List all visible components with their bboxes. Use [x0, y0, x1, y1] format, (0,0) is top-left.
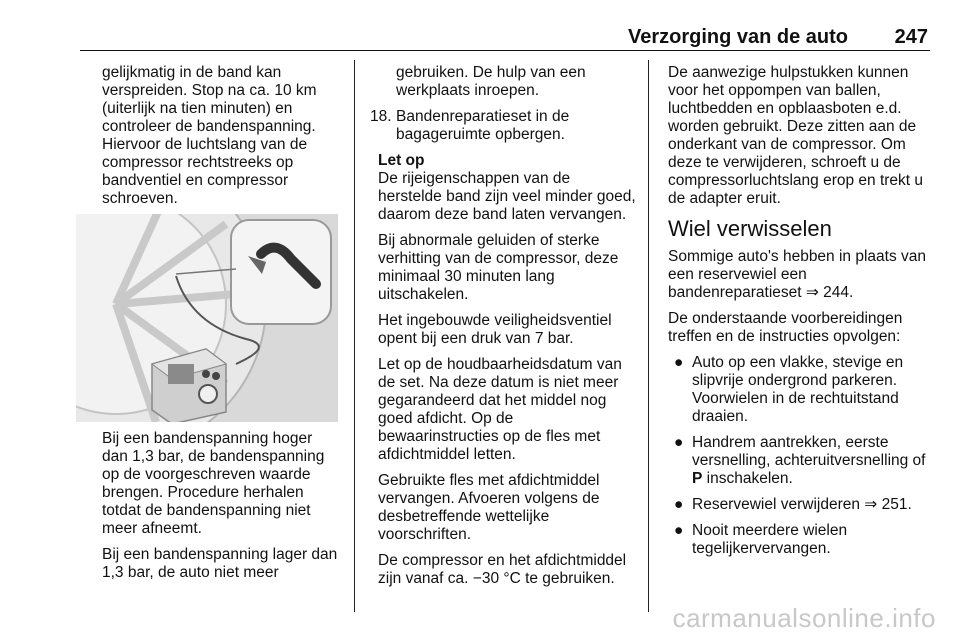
- note-text: De rijeigenschappen van de herstelde band zijn veel minder goed, daarom deze band laten vervangen.: [378, 170, 636, 223]
- paragraph: De onderstaande voorbereidingen treffen en de instructies opvolgen:: [668, 310, 903, 345]
- list-text: Nooit meerdere wielen tegelijkervervangen.: [692, 522, 848, 557]
- paragraph: gelijkmatig in de band kan verspreiden. Stop na ca. 10 km (uiterlijk na tien minuten) en controleer de bandenspanning. Hiervoor de luchtslang van de compressor rechtstreeks op bandventiel en compressor schroeven.: [102, 64, 317, 207]
- column-1: [102, 64, 340, 216]
- list-text: Reservewiel verwijderen ⇒ 251.: [692, 496, 912, 513]
- list-item: [372, 64, 638, 100]
- watermark: carmanualsonline.info: [672, 603, 936, 633]
- paragraph: De aanwezige hulpstukken kunnen voor het oppompen van ballen, luchtbedden en opblaasboten e.d. worden gebruikt. Deze zitten aan de onderkant van de compressor. Om deze te verwijderen, schroeft u de compressorluchtslang erop en trekt u de adapter eruit.: [668, 64, 924, 207]
- list-text: Bandenreparatieset in de bagageruimte opbergen.: [396, 108, 570, 143]
- paragraph: De compressor en het afdichtmiddel zijn vanaf ca. −30 °C te gebruiken.: [378, 552, 627, 587]
- column-divider: [354, 60, 355, 612]
- paragraph: Bij een bandenspanning lager dan 1,3 bar, de auto niet meer: [102, 546, 338, 581]
- paragraph: Het ingebouwde veiligheidsventiel opent bij een druk van 7 bar.: [378, 312, 612, 347]
- bullet: ●: [674, 522, 684, 539]
- page-number: 247: [894, 26, 928, 48]
- list-item: [668, 496, 930, 514]
- paragraph: gebruiken. De hulp van een werkplaats inroepen.: [396, 64, 586, 99]
- paragraph: Gebruikte fles met afdichtmiddel vervangen. Afvoeren volgens de desbetreffende wettelijke voorschriften.: [378, 472, 600, 543]
- bullet: ●: [674, 496, 684, 513]
- compressor-illustration: [76, 214, 338, 422]
- note-block: [372, 152, 638, 588]
- bullet: ●: [674, 434, 684, 451]
- list-item: [668, 522, 930, 558]
- bullet: ●: [674, 354, 684, 371]
- page-header: [80, 22, 930, 51]
- column-3: [668, 64, 930, 566]
- paragraph: Bij een bandenspanning hoger dan 1,3 bar, de bandenspanning op de voorgeschreven waarde brengen. Procedure herhalen totdat de bandenspanning niet meer afneemt.: [102, 430, 325, 537]
- paragraph: Bij abnormale geluiden of sterke verhitting van de compressor, deze minimaal 30 minuten lang uitschakelen.: [378, 232, 619, 303]
- list-text: Handrem aantrekken, eerste versnelling, achteruitversnelling of: [692, 434, 926, 469]
- list-text: Auto op een vlakke, stevige en slipvrije ondergrond parkeren. Voorwielen in de rechtuitstand draaien.: [692, 354, 904, 425]
- paragraph: Sommige auto's hebben in plaats van een reservewiel een bandenreparatieset ⇒ 244.: [668, 248, 927, 301]
- section-heading: Wiel verwisselen: [668, 216, 832, 241]
- list-text: inschakelen.: [706, 470, 793, 487]
- gear-label: P: [692, 470, 703, 487]
- list-number: 18.: [370, 108, 392, 125]
- list-item-18: [372, 108, 638, 144]
- paragraph: Let op de houdbaarheidsdatum van de set. Na deze datum is niet meer gegarandeerd dat het middel nog goed afdicht. Op de bewaarinstructies op de fles met afdichtmiddel letten.: [378, 356, 622, 463]
- column-divider: [648, 60, 649, 612]
- note-title: Let op: [378, 152, 425, 169]
- column-1-after-figure: [102, 430, 340, 590]
- list-item: [668, 434, 930, 488]
- compressor-wheel-image: [76, 214, 338, 422]
- list-item: [668, 354, 930, 426]
- column-2: [372, 64, 638, 596]
- page-title: Verzorging van de auto: [627, 26, 848, 48]
